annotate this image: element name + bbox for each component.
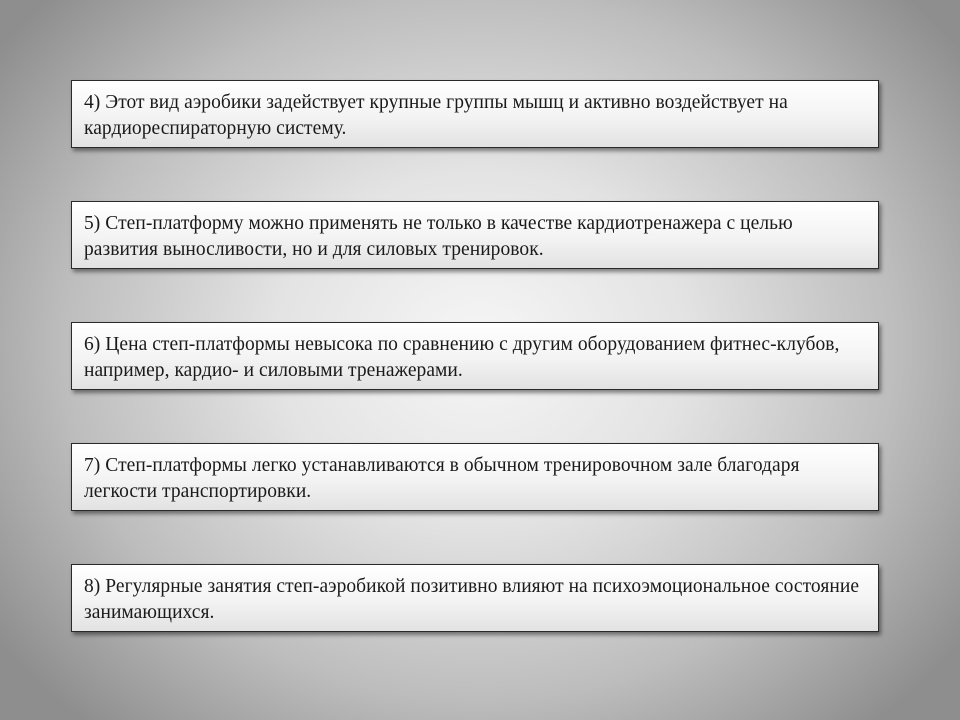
- text-box-item-5: [71, 201, 879, 269]
- item-8-text: 8) Регулярные занятия степ-аэробикой позитивно влияют на психоэмоциональное состояние занимающихся.: [84, 576, 860, 623]
- item-5-text: 5) Степ-платформу можно применять не только в качестве кардиотренажера с целью развития выносливости, но и для силовых тренировок.: [84, 213, 793, 260]
- text-box-item-8: [71, 564, 879, 632]
- text-box-item-4: [71, 80, 879, 148]
- item-6-text: 6) Цена степ-платформы невысока по сравнению с другим оборудованием фитнес-клубов, например, кардио- и силовыми тренажерами.: [84, 334, 840, 381]
- item-4-text: 4) Этот вид аэробики задействует крупные группы мышц и активно воздействует на кардиореспираторную систему.: [84, 92, 788, 139]
- text-box-item-7: [71, 443, 879, 511]
- text-box-item-6: [71, 322, 879, 390]
- item-7-text: 7) Степ-платформы легко устанавливаются в обычном тренировочном зале благодаря легкости транспортировки.: [84, 455, 800, 502]
